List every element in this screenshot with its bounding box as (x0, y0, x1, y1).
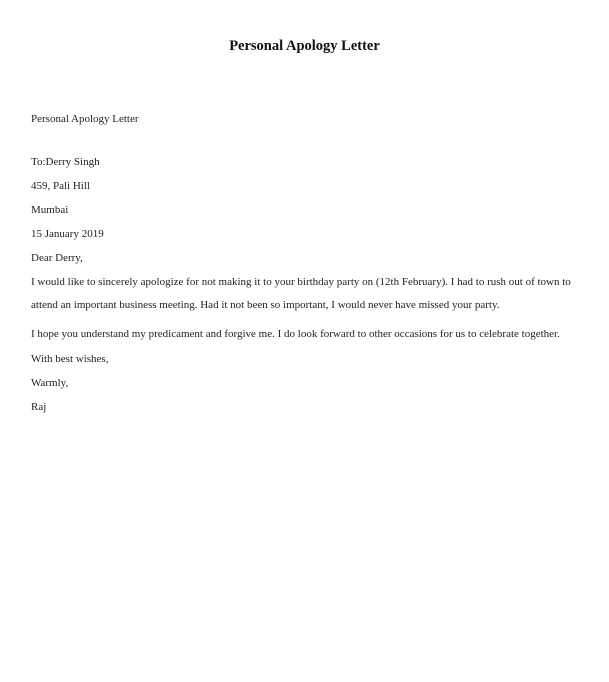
letter-signature: Raj (31, 401, 47, 413)
letter-closing-1: With best wishes, (31, 353, 109, 365)
letter-paragraph-2: I hope you understand my predicament and forgive me. I do look forward to other occasions for us to celebrate together. (31, 328, 560, 340)
letter-address-line-2: Mumbai (31, 204, 69, 216)
letter-paragraph-1: I would like to sincerely apologize for not making it to your birthday party on (12th February). I had to rush out of town to attend an important business meeting. Had it not been so important, I would never have missed your party. (31, 276, 571, 311)
letter-body (31, 112, 586, 414)
letter-closing-2: Warmly, (31, 377, 69, 389)
document-title: Personal Apology Letter (229, 38, 380, 54)
letter-recipient: To:Derry Singh (31, 156, 100, 168)
letter-salutation: Dear Derry, (31, 252, 83, 264)
letter-heading: Personal Apology Letter (31, 113, 139, 125)
letter-address-line-1: 459, Pali Hill (31, 180, 90, 192)
letter-date: 15 January 2019 (31, 228, 104, 240)
